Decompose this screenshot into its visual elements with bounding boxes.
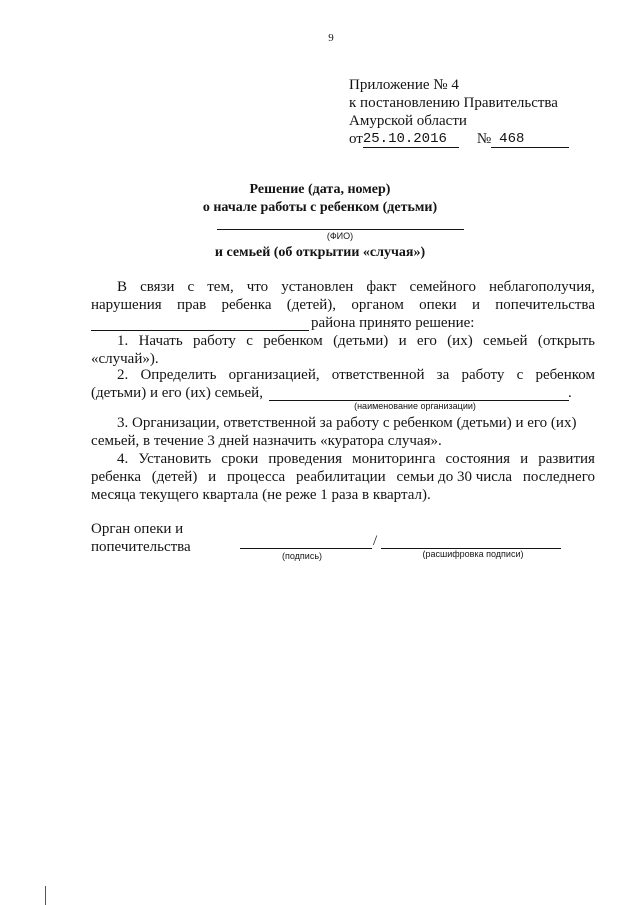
item-3-line-1: 3. Организации, ответственной за работу с ребенком (детьми) и его (их) [117,415,577,431]
item-word: работу [192,333,236,349]
item-word: Начать [138,333,183,349]
item-word: его [416,333,437,349]
page-number: 9 [328,32,334,44]
item-word: Определить [140,367,217,383]
item-word: и [208,469,217,485]
intro-word: В [117,279,128,295]
item-word: проведения [268,451,343,467]
intro-word: нарушения [91,297,162,313]
item-word: организацией, [228,367,320,383]
item-word: развития [538,451,595,467]
item-3-line-2: семьей, в течение 3 дней назначить «куратора случая». [91,433,442,449]
item-word: 4. [117,451,129,467]
item-4-line-1 [117,450,595,468]
item-word: 1. [117,333,129,349]
fio-hint: (ФИО) [326,231,354,241]
appendix-line-2: к постановлению Правительства [349,95,558,111]
item-2-line-2: (детьми) и его (их) семьей, [91,385,263,401]
appendix-date-row [349,130,569,148]
signature-underline [240,548,372,549]
item-word: и [520,451,529,467]
item-word: (детьми) [333,333,389,349]
intro-word: и [471,297,480,313]
intro-word: неблагополучия, [489,279,595,295]
item-word: мониторинга [352,451,436,467]
item-word: сроки [221,451,259,467]
intro-word: связи [140,279,175,295]
fio-underline [217,229,464,230]
appendix-line-3: Амурской области [349,113,467,129]
item-word: семьи до 30 числа [396,469,513,485]
appendix-line-1: Приложение № 4 [349,77,459,93]
item-1-line-1 [117,332,595,350]
decode-hint: (расшифровка подписи) [422,549,524,559]
item-4-line-3: месяца текущего квартала (не реже 1 раза в квартал). [91,487,431,503]
item-word: ребенком [535,367,595,383]
org-label-line-1: Орган опеки и [91,521,184,537]
item-word: (детей) [151,469,198,485]
org-label-line-2: попечительства [91,539,191,555]
intro-word: установлен [281,279,354,295]
decision-title-line-3: и семьей (об открытии «случая») [214,245,426,260]
intro-word: факт [366,279,397,295]
intro-word: прав [176,297,207,313]
item-1-line-2: «случай»). [91,351,159,367]
intro-word: что [246,279,269,295]
item-word: 2. [117,367,129,383]
date-value: 25.10.2016 [363,130,459,148]
signature-slash: / [373,533,378,549]
item-word: с [246,333,253,349]
intro-word: (детей), [286,297,337,313]
intro-line-2 [91,296,595,314]
organization-hint: (наименование организации) [354,401,476,411]
item-word: с [516,367,524,383]
item-2-line-1 [117,366,595,384]
item-word: ребенка [91,469,141,485]
number-value: 468 [491,130,569,148]
intro-word: с [187,279,195,295]
number-label: № [476,131,492,147]
intro-word: ребенка [221,297,272,313]
signature-hint: (подпись) [281,551,323,561]
item-word: ответственной [331,367,425,383]
district-underline [91,330,309,331]
intro-line-1 [117,278,595,296]
item-word: семьей [483,333,528,349]
item-word: последнего [522,469,595,485]
intro-word: опеки [419,297,457,313]
intro-word: органом [351,297,404,313]
decision-title-line-1: Решение (дата, номер) [249,182,391,197]
item-word: реабилитации [296,469,386,485]
item-word: Установить [138,451,212,467]
item-word: за [436,367,450,383]
item-word: состояния [445,451,511,467]
intro-word: семейного [409,279,476,295]
item-word: ребенком [263,333,323,349]
intro-word: попечительства [495,297,595,313]
date-prefix: от [349,131,363,147]
item-word: работу [461,367,505,383]
item-word: и [398,333,407,349]
item-word: (их) [447,333,473,349]
item-word: (открыть [537,333,595,349]
intro-word: тем, [207,279,234,295]
decision-title-line-2: о начале работы с ребенком (детьми) [202,200,438,215]
intro-line-3: района принято решение: [311,315,475,331]
item-word: процесса [226,469,286,485]
item-2-period: . [568,385,572,401]
item-4-line-2 [91,468,595,486]
scan-edge-mark [45,886,46,905]
